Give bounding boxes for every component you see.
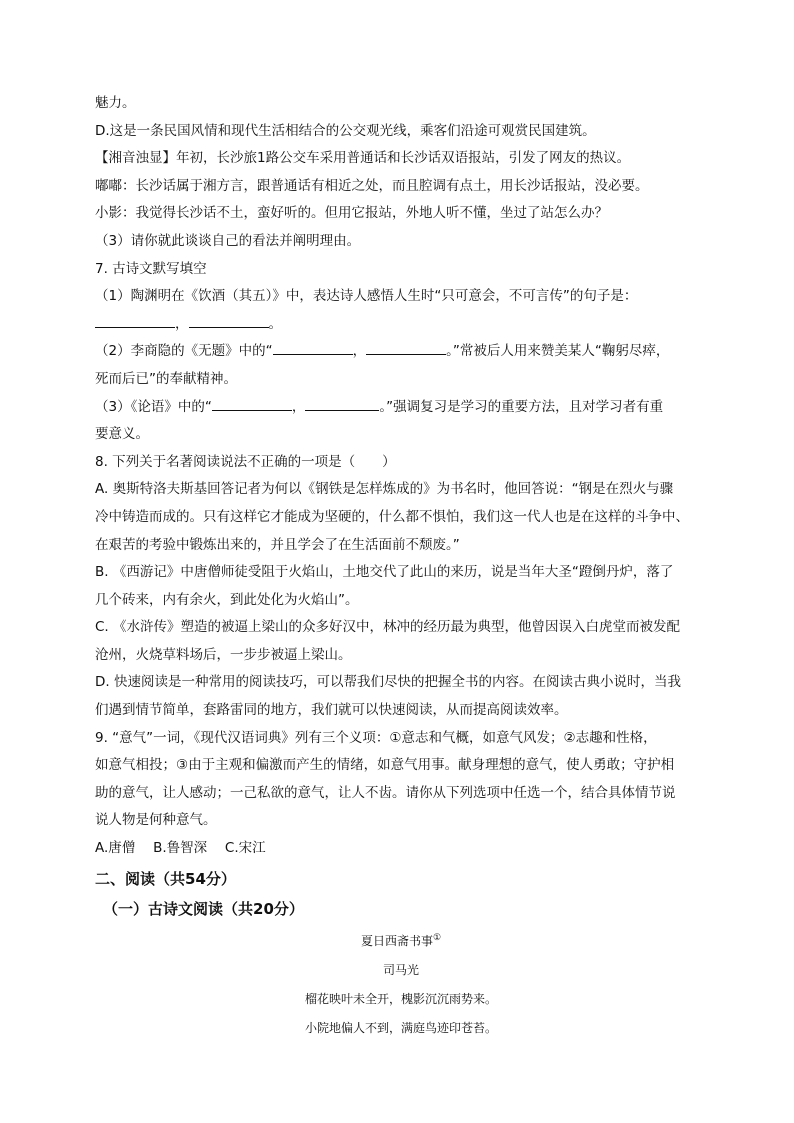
question-9-options: A.唐僧 B.鲁智深 C.宋江 [95, 840, 266, 857]
poem-author: 司马光 [382, 962, 419, 977]
question-8-text: 沧州，火烧草料场后，一步步被逼上梁山。 [95, 646, 352, 663]
question-7-2-cont: 死而后已”的奉献精神。 [95, 370, 237, 387]
section-heading: 二、阅读（共54分） [95, 869, 236, 888]
fill-blank [189, 313, 269, 328]
question-8-text: D. 快速阅读是一种常用的阅读技巧，可以帮我们尽快的把握全书的内容。在阅读古典小说时，当我 [95, 674, 681, 691]
question-9-text: 如意气相投；③由于主观和偏激而产生的情绪，如意气用事。献身理想的意气，使人勇敢；守护相 [95, 757, 675, 774]
poem-line: 小院地偏人不到，满庭鸟迹印苍苔。 [304, 1020, 497, 1035]
question-7-3-cont: 要意义。 [95, 426, 149, 443]
text-line: 嘟嘟：长沙话属于湘方言，跟普通话有相近之处，而且腔调有点土，用长沙话报站，没必要。 [95, 177, 649, 194]
question-8-text: B. 《西游记》中唐僧师徒受阻于火焰山，土地交代了此山的来历，说是当年大圣“蹬倒丹炉，落了 [95, 564, 674, 581]
question-8-text: A. 奥斯特洛夫斯基回答记者为何以《钢铁是怎样炼成的》为书名时，他回答说：“钢是在烈火与骤 [95, 481, 674, 498]
fill-blank [273, 340, 353, 355]
footnote-mark: ① [432, 932, 442, 943]
question-9-text: 9. “意气”一词，《现代汉语词典》列有三个义项：①意志和气概，如意气风发；②志趣和性格， [95, 729, 657, 746]
question-8-heading: 8. 下列关于名著阅读说法不正确的一项是（ ） [95, 453, 396, 470]
fill-blank [212, 396, 292, 411]
subsection-heading: （一）古诗文阅读（共20分） [103, 899, 304, 918]
question-7-2: （2）李商隐的《无题》中的“ ， 。”常被后人用来赞美某人“鞠躬尽瘁， [95, 338, 707, 366]
text-line: D.这是一条民国风情和现代生活相结合的公交观光线，乘客们沿途可观赏民国建筑。 [95, 122, 596, 139]
text-line: （3）请你就此谈谈自己的看法并阐明理由。 [95, 232, 361, 249]
text-line: 小影：我觉得长沙话不土，蛮好听的。但用它报站，外地人听不懂，坐过了站怎么办？ [95, 205, 608, 222]
fill-blank [305, 396, 379, 411]
question-7-3: （3）《论语》中的“ ， 。”强调复习是学习的重要方法，且对学习者有重 [95, 394, 707, 422]
question-7-1: （1）陶渊明在《饮酒（其五）》中，表达诗人感悟人生时“只可意会，不可言传”的句子是： [95, 288, 638, 305]
question-9-text: 说人物是何种意气。 [95, 812, 217, 829]
question-8-text: 冷中铸造而成的。只有这样它才能成为坚硬的，什么都不惧怕，我们这一代人也是在这样的斗争中、 [95, 508, 689, 525]
poem-line: 榴花映叶未全开，槐影沉沉雨势来。 [304, 991, 497, 1006]
question-8-text: C. 《水浒传》塑造的被逼上梁山的众多好汉中，林冲的经历最为典型，他曾因误入白虎堂而被发配 [95, 619, 681, 636]
question-9-text: 助的意气，让人感动；一己私欲的意气，让人不齿。请你从下列选项中任选一个，结合具体情节说 [95, 784, 676, 801]
fill-blank [95, 313, 175, 328]
question-8-text: 几个砖来，内有余火，到此处化为火焰山”。 [95, 591, 359, 608]
question-8-text: 在艰苦的考验中锻炼出来的，并且学会了在生活面前不颓废。” [95, 536, 460, 553]
document-page [95, 90, 707, 1043]
fill-blank [366, 340, 446, 355]
text-line: 魅力。 [95, 95, 136, 111]
text-line: 【湘音浊显】年初，长沙旅1路公交车采用普通话和长沙话双语报站，引发了网友的热议。 [95, 150, 631, 167]
question-8-text: 们遇到情节简单，套路雷同的地方，我们就可以快速阅读，从而提高阅读效率。 [95, 702, 568, 719]
question-7-1-blanks: ， 。 [95, 311, 707, 339]
question-7-heading: 7. 古诗文默写填空 [95, 260, 207, 277]
poem-title: 夏日西斋书事① [360, 932, 442, 948]
